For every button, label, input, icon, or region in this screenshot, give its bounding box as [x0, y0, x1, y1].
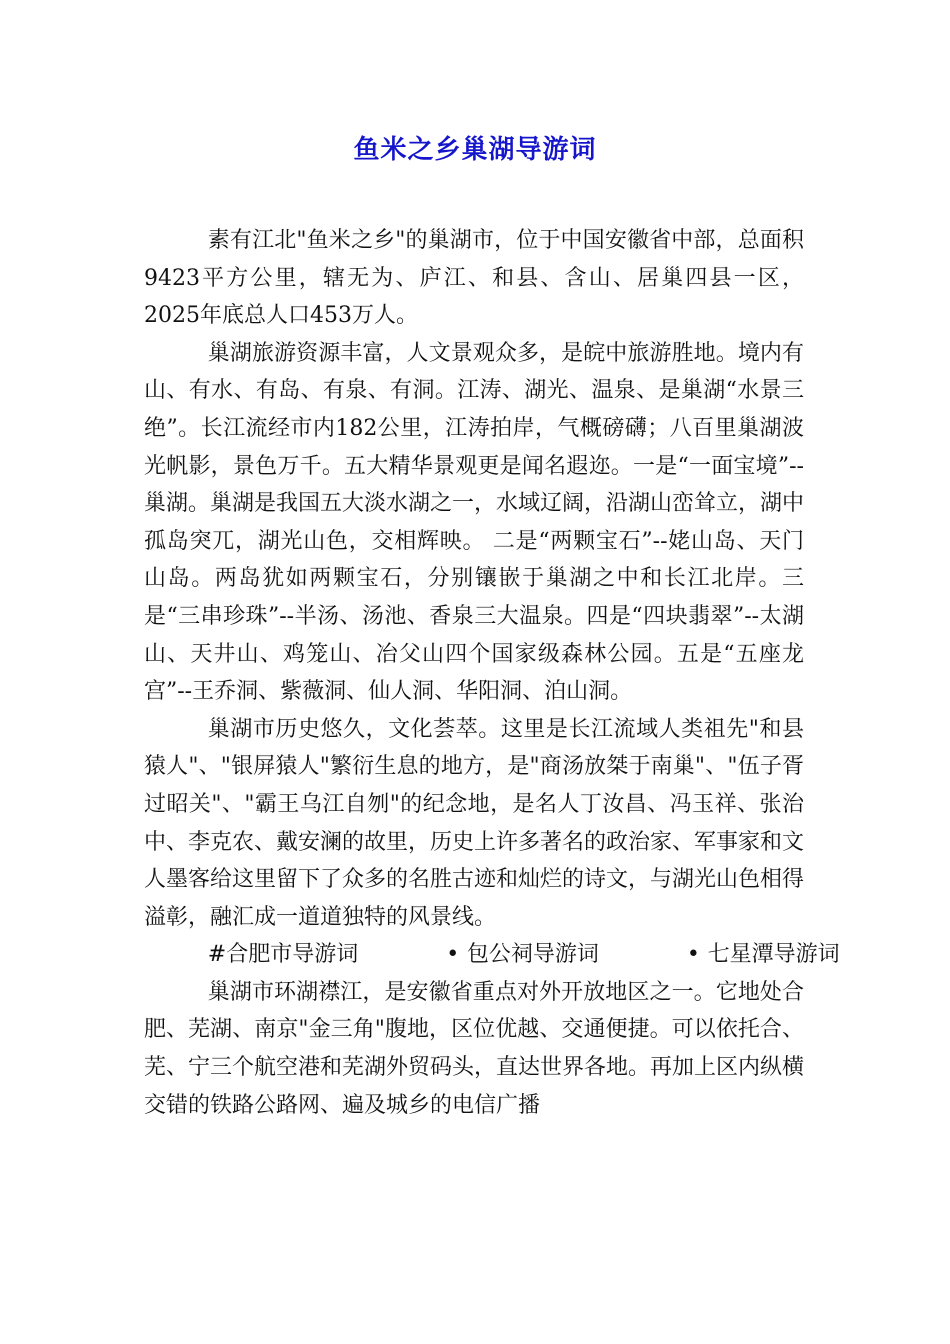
paragraph-history: 巢湖市历史悠久，文化荟萃。这里是长江流域人类祖先"和县猿人"、"银屏猿人"繁衍生息的地方，是"商汤放桀于南巢"、"伍子胥过昭关"、"霸王乌江自刎"的纪念地，是名人丁汝昌、冯玉祥、张治中、李克农、戴安澜的故里，历史上许多著名的政治家、军事家和文人墨客给这里留下了众多的名胜古迹和灿烂的诗文，与湖光山色相得溢彰，融汇成一道道独特的风景线。 — [144, 716, 805, 930]
link-hefei-guide[interactable]: #合肥市导游词 — [207, 942, 359, 968]
paragraph-intro: 素有江北"鱼米之乡"的巢湖市，位于中国安徽省中部，总面积9423平方公里，辖无为、庐江、和县、含山、居巢四县一区，2025年底总人口453万人。 — [144, 228, 804, 329]
link-baogong-temple-guide[interactable]: 包公祠导游词 — [466, 942, 599, 968]
related-links — [144, 936, 840, 974]
link-qixingtan-guide[interactable]: 七星潭导游词 — [707, 942, 840, 968]
document-body — [144, 222, 840, 1124]
bullet-separator: • — [446, 942, 460, 968]
paragraph-location: 巢湖市环湖襟江，是安徽省重点对外开放地区之一。它地处合肥、芜湖、南京"金三角"腹地，区位优越、交通便捷。可以依托合、芜、宁三个航空港和芜湖外贸码头，直达世界各地。再加上区内纵横交错的铁路公路网、遍及城乡的电信广播 — [144, 979, 805, 1118]
document-title: 鱼米之乡巢湖导游词 — [353, 135, 597, 165]
bullet-separator: • — [686, 942, 700, 968]
paragraph-tourism: 巢湖旅游资源丰富，人文景观众多，是皖中旅游胜地。境内有山、有水、有岛、有泉、有洞。江涛、湖光、温泉、是巢湖“水景三绝”。长江流经市内182公里，江涛拍岸，气概磅礴；八百里巢湖波光帆影，景色万千。五大精华景观更是闻名遐迩。一是“一面宝境”--巢湖。巢湖是我国五大淡水湖之一，水域辽阔，沿湖山峦耸立，湖中孤岛突兀，湖光山色，交相辉映。 二是“两颗宝石”--姥山岛、天门山岛。两岛犹如两颗宝石，分别镶嵌于巢湖之中和长江北岸。三是“三串珍珠”--半汤、汤池、香泉三大温泉。四是“四块翡翠”--太湖山、天井山、鸡笼山、冶父山四个国家级森林公园。五是“五座龙宫”--王乔洞、紫薇洞、仙人洞、华阳洞、泊山洞。 — [144, 340, 805, 705]
